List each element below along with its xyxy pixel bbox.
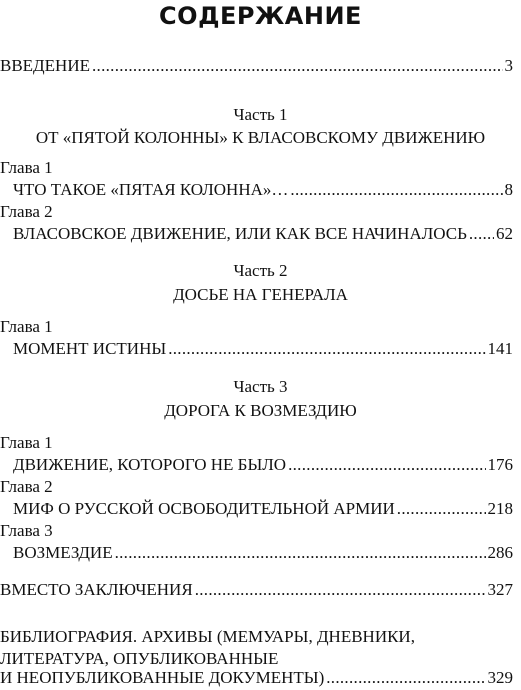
page-number: 3: [504, 56, 513, 75]
dot-leader: [290, 179, 502, 201]
page-number: 218: [487, 499, 513, 518]
part-label: Часть 3: [233, 377, 288, 396]
chapter-label: Глава 3: [0, 521, 53, 540]
part-title: ДОСЬЕ НА ГЕНЕРАЛА: [173, 285, 348, 304]
dot-leader: [92, 55, 503, 77]
toc-entry-conclusion[interactable]: [0, 579, 521, 601]
chapter-label: Глава 1: [0, 158, 53, 177]
page-title: СОДЕРЖАНИЕ: [159, 2, 362, 30]
part-label: Часть 1: [233, 105, 288, 124]
toc-entry-text: ВЛАСОВСКОЕ ДВИЖЕНИЕ, ИЛИ КАК ВСЕ НАЧИНАЛОСЬ: [13, 224, 467, 243]
dot-leader: [195, 579, 486, 601]
toc-entry[interactable]: [0, 338, 521, 360]
toc-entry-text: ЧТО ТАКОЕ «ПЯТАЯ КОЛОННА»…: [13, 180, 289, 199]
chapter-label: Глава 1: [0, 317, 53, 336]
toc-entry[interactable]: [0, 454, 521, 476]
page-number: 329: [487, 668, 513, 687]
toc-entry[interactable]: [0, 179, 521, 201]
part-title: ДОРОГА К ВОЗМЕЗДИЮ: [164, 401, 357, 420]
dot-leader: [397, 498, 486, 520]
toc-entry-text: ВМЕСТО ЗАКЛЮЧЕНИЯ: [0, 580, 193, 599]
chapter-label: Глава 1: [0, 433, 53, 452]
page-number: 141: [487, 339, 513, 358]
page-number: 176: [487, 455, 513, 474]
chapter-label: Глава 2: [0, 477, 53, 496]
toc-entry[interactable]: [0, 498, 521, 520]
toc-entry-text: ДВИЖЕНИЕ, КОТОРОГО НЕ БЫЛО: [13, 455, 287, 474]
toc-entry-intro[interactable]: [0, 55, 521, 77]
page-number: 327: [487, 580, 513, 599]
page-number: 8: [504, 180, 513, 199]
dot-leader: [326, 667, 485, 689]
toc-entry-text: ВОЗМЕЗДИЕ: [13, 543, 113, 562]
page-number: 286: [487, 543, 513, 562]
toc-entry[interactable]: [0, 223, 521, 245]
toc-entry-text: МОМЕНТ ИСТИНЫ: [13, 339, 167, 358]
page-number: 62: [496, 224, 513, 243]
dot-leader: [288, 454, 485, 476]
toc-entry-text: ВВЕДЕНИЕ: [0, 56, 90, 75]
dot-leader: [168, 338, 485, 360]
toc-entry-bibliography[interactable]: [0, 667, 521, 689]
dot-leader: [469, 223, 494, 245]
bibliography-line: ЛИТЕРАТУРА, ОПУБЛИКОВАННЫЕ: [0, 649, 279, 668]
toc-entry-text: И НЕОПУБЛИКОВАННЫЕ ДОКУМЕНТЫ): [0, 668, 325, 687]
dot-leader: [115, 542, 486, 564]
chapter-label: Глава 2: [0, 202, 53, 221]
bibliography-line: БИБЛИОГРАФИЯ. АРХИВЫ (МЕМУАРЫ, ДНЕВНИКИ,: [0, 627, 415, 646]
part-title: ОТ «ПЯТОЙ КОЛОННЫ» К ВЛАСОВСКОМУ ДВИЖЕНИЮ: [35, 128, 486, 147]
toc-entry[interactable]: [0, 542, 521, 564]
part-label: Часть 2: [233, 261, 288, 280]
toc-entry-text: МИФ О РУССКОЙ ОСВОБОДИТЕЛЬНОЙ АРМИИ: [13, 499, 395, 518]
